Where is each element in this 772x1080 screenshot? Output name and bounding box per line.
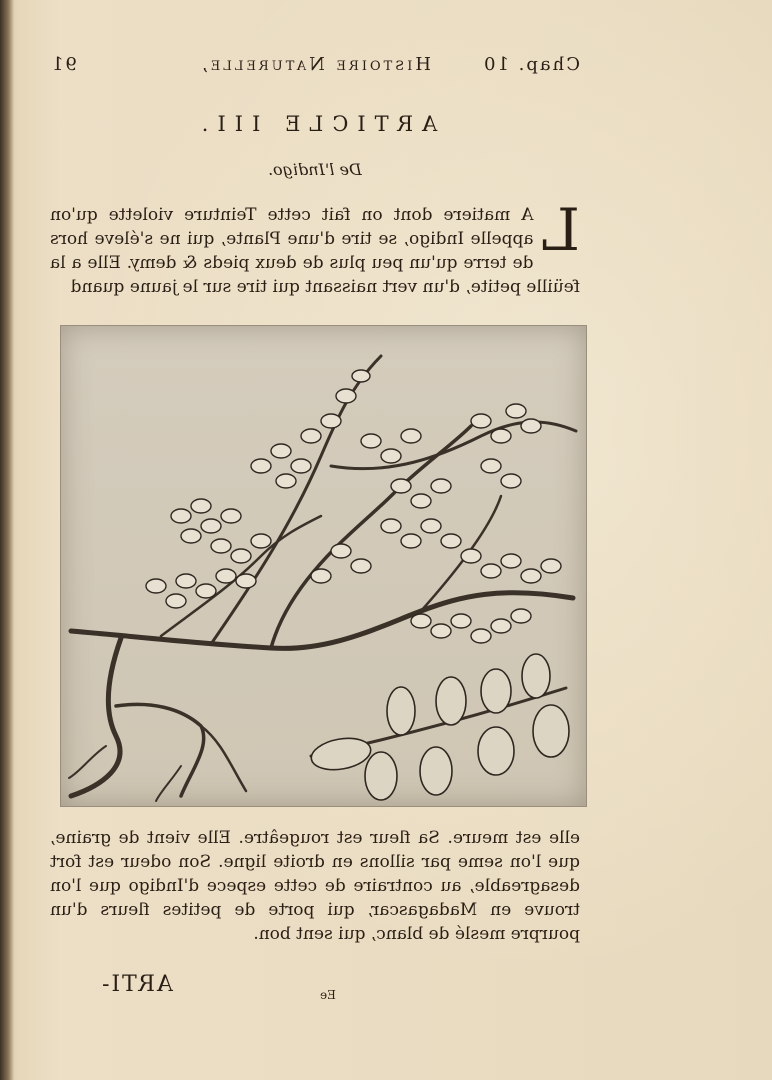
paragraph-2: elle est meure. Sa fleur est rougeâtre. Elle vient de graine, que l'on seme par sillons en droite ligne. Son odeur est fort desagreable, au contraire de cette espece d'Indigo que l'on trouve en Madagascar, qui porte de petites fleurs d'un pourpre meslé de blanc, qui sent bon. xyxy=(50,828,580,944)
article-heading: ARTICLE III. xyxy=(192,112,438,136)
running-header xyxy=(50,54,580,88)
page-number: 91 xyxy=(50,54,77,75)
paragraph-1 xyxy=(50,196,580,303)
drop-cap: L xyxy=(541,196,580,264)
chapter-label: Chap. 10 xyxy=(482,54,580,75)
engraved-plate-indigo-plant xyxy=(60,325,587,807)
running-title: Histoire Naturelle, xyxy=(199,54,432,75)
article-subtitle: De l'Indigo. xyxy=(268,160,362,179)
paragraph-1-text: A matiere dont on fait cette Teinture violette qu'on appelle Indigo, se tire d'une Plante, qui ne s'éleve hors de terre qu'un peu plus de deux pieds & demy. Elle a la feüille petite, d'un vert naissant qui tire sur le jaune quand xyxy=(50,205,580,297)
indigo-plant-illustration xyxy=(61,326,586,806)
signature-mark: Ee xyxy=(320,988,336,1002)
catchword: ARTI- xyxy=(100,972,173,997)
